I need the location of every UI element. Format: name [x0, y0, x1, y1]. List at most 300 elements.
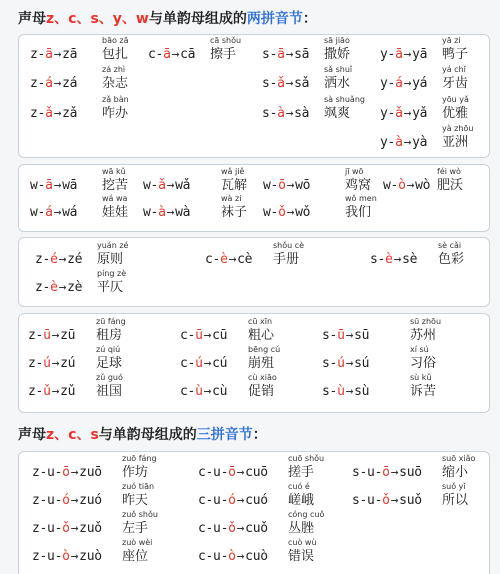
example-pinyin: wá wa — [102, 194, 128, 203]
result-syllable: wò — [415, 178, 431, 193]
example-word: 色彩 — [438, 252, 465, 267]
result-syllable: cù — [212, 384, 228, 399]
syllable-entry — [32, 510, 162, 536]
syllable-entry — [352, 482, 482, 508]
example-pinyin: yuán zé — [97, 241, 129, 250]
initial-part: z- — [28, 384, 44, 399]
toned-vowel: á — [395, 76, 403, 91]
example-word: 挖苦 — [102, 178, 129, 193]
heading-middle: 与单韵母组成的 — [148, 11, 247, 27]
example-word: 左手 — [122, 521, 149, 536]
result-syllable: zá — [62, 76, 78, 91]
result-syllable: yǎ — [412, 106, 428, 121]
spelling-formula — [380, 76, 427, 91]
toned-vowel: ā — [277, 47, 285, 62]
spelling-formula — [180, 384, 227, 399]
initial-part: w- — [30, 178, 46, 193]
arrow-right-icon: → — [51, 328, 60, 343]
result-syllable: zā — [62, 47, 78, 62]
syllable-entry — [180, 373, 288, 399]
syllable-entry — [383, 167, 477, 193]
example-pinyin: wǎ jiě — [221, 167, 245, 176]
toned-vowel: á — [45, 76, 53, 91]
toned-vowel: ǔ — [43, 384, 51, 399]
result-syllable: cuō — [245, 465, 268, 480]
example-pinyin: wǒ men — [345, 194, 377, 203]
example-pinyin: cuó é — [288, 482, 310, 491]
syllable-entry — [180, 317, 288, 343]
example-pinyin: sà shuǎng — [324, 95, 365, 104]
toned-vowel: é — [50, 252, 58, 267]
initial-part: y- — [380, 106, 396, 121]
initial-part: w- — [143, 178, 159, 193]
initial-part: c-u- — [198, 521, 229, 536]
arrow-right-icon: → — [203, 356, 212, 371]
syllable-entry — [30, 36, 142, 62]
syllable-entry — [263, 167, 385, 193]
arrow-right-icon: → — [236, 549, 245, 564]
arrow-right-icon: → — [236, 521, 245, 536]
result-syllable: zǔ — [60, 384, 76, 399]
spelling-formula — [322, 328, 369, 343]
example-word: 作坊 — [122, 465, 149, 480]
toned-vowel: á — [45, 205, 53, 220]
example-word: 撒娇 — [324, 47, 351, 62]
spelling-formula — [30, 47, 77, 62]
spelling-formula — [30, 205, 77, 220]
initial-part: c- — [205, 252, 221, 267]
initial-part: s-u- — [352, 465, 383, 480]
toned-vowel: ǎ — [277, 76, 285, 91]
example-pinyin: yá chǐ — [442, 65, 466, 74]
initial-part: z-u- — [32, 549, 63, 564]
example-pinyin: wà zi — [221, 194, 242, 203]
toned-vowel: ǎ — [45, 106, 53, 121]
example-word: 所以 — [442, 493, 469, 508]
syllable-entry — [370, 241, 478, 267]
initial-part: w- — [30, 205, 46, 220]
arrow-right-icon: → — [286, 205, 295, 220]
example-word: 丛脞 — [288, 521, 315, 536]
initial-part: s- — [370, 252, 386, 267]
syllable-entry — [28, 373, 136, 399]
arrow-right-icon: → — [51, 384, 60, 399]
initial-part: z- — [35, 280, 51, 295]
initial-part: c- — [148, 47, 164, 62]
result-syllable: wà — [175, 205, 191, 220]
heading-emphasis: 三拼音节 — [196, 427, 253, 443]
arrow-right-icon: → — [53, 205, 62, 220]
example-pinyin: zuò wèi — [122, 538, 153, 547]
spelling-formula — [380, 106, 427, 121]
spelling-formula — [148, 47, 195, 62]
example-word: 牙齿 — [442, 76, 469, 91]
initial-part: s- — [262, 47, 278, 62]
spelling-formula — [322, 356, 369, 371]
example-pinyin: zuǒ shǒu — [122, 510, 158, 519]
arrow-right-icon: → — [203, 328, 212, 343]
example-word: 促销 — [248, 384, 275, 399]
example-word: 杂志 — [102, 76, 129, 91]
heading-two-spell — [18, 8, 317, 28]
toned-vowel: ó — [62, 493, 70, 508]
syllable-entry — [35, 241, 137, 267]
arrow-right-icon: → — [286, 178, 295, 193]
initial-part: c-u- — [198, 549, 229, 564]
initial-part: c- — [180, 384, 196, 399]
example-word: 习俗 — [410, 356, 437, 371]
heading-suffix: ： — [252, 427, 267, 443]
result-syllable: sù — [354, 384, 370, 399]
example-pinyin: shǒu cè — [273, 241, 305, 250]
initial-part: s-u- — [352, 493, 383, 508]
result-syllable: cú — [212, 356, 228, 371]
example-word: 粗心 — [248, 328, 275, 343]
spelling-formula — [32, 465, 102, 480]
initial-part: z- — [28, 328, 44, 343]
initial-part: w- — [263, 205, 279, 220]
arrow-right-icon: → — [53, 47, 62, 62]
arrow-right-icon: → — [171, 47, 180, 62]
toned-vowel: ǒ — [62, 521, 70, 536]
initial-part: c- — [180, 328, 196, 343]
heading-prefix: 声母 — [18, 427, 46, 443]
example-pinyin: suǒ yǐ — [442, 482, 466, 491]
example-pinyin: yà zhōu — [442, 124, 474, 133]
heading-suffix: ： — [302, 11, 317, 27]
syllable-entry — [32, 538, 162, 564]
spelling-formula — [180, 328, 227, 343]
spelling-formula — [262, 76, 309, 91]
toned-vowel: ú — [43, 356, 51, 371]
heading-initials: z、c、s — [46, 427, 99, 443]
initial-part: z- — [30, 47, 46, 62]
initial-part: s- — [322, 356, 338, 371]
arrow-right-icon: → — [166, 205, 175, 220]
spelling-formula — [352, 493, 422, 508]
example-pinyin: píng zè — [97, 269, 127, 278]
result-syllable: cā — [180, 47, 196, 62]
example-pinyin: zuō fáng — [122, 454, 157, 463]
initial-part: y- — [380, 76, 396, 91]
example-pinyin: bēng cú — [248, 345, 281, 354]
arrow-right-icon: → — [285, 106, 294, 121]
example-word: 我们 — [345, 205, 372, 220]
arrow-right-icon: → — [53, 106, 62, 121]
initial-part: w- — [263, 178, 279, 193]
syllable-entry — [143, 194, 261, 220]
heading-middle: 与单韵母组成的 — [98, 427, 197, 443]
heading-initials: z、c、s、y、w — [46, 11, 149, 27]
toned-vowel: ō — [228, 465, 236, 480]
example-pinyin: cuō shǒu — [288, 454, 325, 463]
spelling-formula — [32, 549, 102, 564]
example-pinyin: suō xiǎo — [442, 454, 476, 463]
example-word: 亚洲 — [442, 135, 469, 150]
result-syllable: sǎ — [294, 76, 310, 91]
initial-part: y- — [380, 47, 396, 62]
toned-vowel: ō — [62, 465, 70, 480]
result-syllable: wā — [62, 178, 78, 193]
arrow-right-icon: → — [403, 106, 412, 121]
heading-three-spell — [18, 424, 267, 444]
syllable-entry — [263, 194, 385, 220]
example-word: 崩殂 — [248, 356, 275, 371]
syllable-entry — [352, 454, 482, 480]
example-pinyin: xí sú — [410, 345, 429, 354]
example-word: 擦手 — [210, 47, 237, 62]
result-syllable: zú — [60, 356, 76, 371]
initial-part: y- — [380, 135, 396, 150]
spelling-formula — [262, 106, 309, 121]
result-syllable: suǒ — [399, 493, 422, 508]
example-word: 鸭子 — [442, 47, 469, 62]
example-pinyin: wā kǔ — [102, 167, 126, 176]
result-syllable: sū — [354, 328, 370, 343]
spelling-formula — [263, 205, 310, 220]
arrow-right-icon: → — [236, 493, 245, 508]
example-word: 嵯峨 — [288, 493, 315, 508]
result-syllable: cè — [237, 252, 253, 267]
example-pinyin: zuó tiān — [122, 482, 155, 491]
toned-vowel: ā — [395, 47, 403, 62]
syllable-entry — [198, 454, 328, 480]
toned-vowel: ǎ — [395, 106, 403, 121]
result-syllable: zuó — [79, 493, 102, 508]
toned-vowel: ò — [228, 549, 236, 564]
example-pinyin: zá zhì — [102, 65, 126, 74]
spelling-formula — [143, 205, 190, 220]
arrow-right-icon: → — [403, 135, 412, 150]
arrow-right-icon: → — [70, 493, 79, 508]
initial-part: c- — [180, 356, 196, 371]
example-pinyin: féi wò — [437, 167, 461, 176]
result-syllable: wǎ — [175, 178, 191, 193]
spelling-formula — [30, 178, 77, 193]
example-pinyin: sǎ shuǐ — [324, 65, 353, 74]
example-word: 诉苦 — [410, 384, 437, 399]
syllable-entry — [28, 345, 136, 371]
syllable-entry — [322, 373, 450, 399]
result-syllable: sú — [354, 356, 370, 371]
arrow-right-icon: → — [53, 76, 62, 91]
toned-vowel: à — [277, 106, 285, 121]
syllable-entry — [180, 345, 288, 371]
arrow-right-icon: → — [236, 465, 245, 480]
toned-vowel: ǒ — [228, 521, 236, 536]
syllable-entry — [30, 95, 142, 121]
example-pinyin: zǎ bàn — [102, 95, 129, 104]
syllable-entry — [205, 241, 313, 267]
toned-vowel: ō — [278, 178, 286, 193]
result-syllable: wá — [62, 205, 78, 220]
example-pinyin: sū zhōu — [410, 317, 442, 326]
initial-part: s- — [262, 76, 278, 91]
arrow-right-icon: → — [203, 384, 212, 399]
toned-vowel: à — [158, 205, 166, 220]
arrow-right-icon: → — [345, 356, 354, 371]
syllable-entry — [148, 36, 250, 62]
example-word: 错误 — [288, 549, 315, 564]
initial-part: z- — [30, 76, 46, 91]
toned-vowel: ā — [45, 47, 53, 62]
example-pinyin: sè cǎi — [438, 241, 462, 250]
spelling-formula — [198, 465, 268, 480]
arrow-right-icon: → — [403, 47, 412, 62]
example-word: 祖国 — [96, 384, 123, 399]
spelling-formula — [32, 493, 102, 508]
result-syllable: cuó — [245, 493, 268, 508]
syllable-entry — [32, 454, 162, 480]
toned-vowel: è — [385, 252, 393, 267]
example-pinyin: sù kǔ — [410, 373, 432, 382]
example-word: 缩小 — [442, 465, 469, 480]
example-word: 手册 — [273, 252, 300, 267]
toned-vowel: ò — [398, 178, 406, 193]
result-syllable: cū — [212, 328, 228, 343]
example-word: 苏州 — [410, 328, 437, 343]
syllable-entry — [380, 36, 482, 62]
toned-vowel: ū — [195, 328, 203, 343]
spelling-formula — [263, 178, 310, 193]
example-pinyin: zú qiú — [96, 345, 121, 354]
result-syllable: zè — [67, 280, 83, 295]
spelling-formula — [370, 252, 417, 267]
arrow-right-icon: → — [390, 465, 399, 480]
syllable-entry — [322, 317, 450, 343]
spelling-formula — [28, 384, 75, 399]
syllable-entry — [380, 95, 482, 121]
spelling-formula — [380, 47, 427, 62]
initial-part: z- — [30, 106, 46, 121]
spelling-formula — [30, 76, 77, 91]
result-syllable: zuǒ — [79, 521, 102, 536]
syllable-entry — [143, 167, 261, 193]
example-word: 搓手 — [288, 465, 315, 480]
arrow-right-icon: → — [70, 521, 79, 536]
example-word: 瓦解 — [221, 178, 248, 193]
syllable-entry — [30, 194, 142, 220]
arrow-right-icon: → — [70, 465, 79, 480]
arrow-right-icon: → — [393, 252, 402, 267]
syllable-entry — [262, 95, 364, 121]
result-syllable: sà — [294, 106, 310, 121]
example-word: 肥沃 — [437, 178, 464, 193]
example-pinyin: bāo zā — [102, 36, 129, 45]
toned-vowel: ā — [163, 47, 171, 62]
syllable-entry — [32, 482, 162, 508]
toned-vowel: ù — [337, 384, 345, 399]
example-word: 优雅 — [442, 106, 469, 121]
arrow-right-icon: → — [228, 252, 237, 267]
result-syllable: sè — [402, 252, 418, 267]
arrow-right-icon: → — [58, 252, 67, 267]
result-syllable: cuǒ — [245, 521, 268, 536]
arrow-right-icon: → — [166, 178, 175, 193]
spelling-formula — [143, 178, 190, 193]
arrow-right-icon: → — [285, 47, 294, 62]
toned-vowel: ó — [228, 493, 236, 508]
toned-vowel: ū — [43, 328, 51, 343]
example-pinyin: cóng cuǒ — [288, 510, 325, 519]
arrow-right-icon: → — [58, 280, 67, 295]
spelling-formula — [198, 521, 268, 536]
syllable-entry — [262, 36, 364, 62]
syllable-entry — [198, 510, 328, 536]
arrow-right-icon: → — [345, 328, 354, 343]
result-syllable: suō — [399, 465, 422, 480]
example-word: 租房 — [96, 328, 123, 343]
example-word: 座位 — [122, 549, 149, 564]
spelling-formula — [322, 384, 369, 399]
syllable-entry — [198, 538, 328, 564]
initial-part: c-u- — [198, 493, 229, 508]
example-pinyin: cuò wù — [288, 538, 317, 547]
toned-vowel: ò — [62, 549, 70, 564]
example-word: 平仄 — [97, 280, 124, 295]
arrow-right-icon: → — [70, 549, 79, 564]
example-word: 娃娃 — [102, 205, 129, 220]
result-syllable: cuò — [245, 549, 268, 564]
initial-part: z- — [35, 252, 51, 267]
spelling-formula — [28, 356, 75, 371]
arrow-right-icon: → — [345, 384, 354, 399]
example-word: 足球 — [96, 356, 123, 371]
toned-vowel: ǒ — [278, 205, 286, 220]
result-syllable: zū — [60, 328, 76, 343]
syllable-entry — [35, 269, 137, 295]
syllable-entry — [262, 65, 364, 91]
example-word: 原则 — [97, 252, 124, 267]
toned-vowel: è — [50, 280, 58, 295]
heading-prefix: 声母 — [18, 11, 46, 27]
example-word: 咋办 — [102, 106, 129, 121]
example-word: 飒爽 — [324, 106, 351, 121]
spelling-formula — [205, 252, 252, 267]
initial-part: w- — [383, 178, 399, 193]
syllable-entry — [322, 345, 450, 371]
example-pinyin: jī wō — [345, 167, 364, 176]
syllable-entry — [28, 317, 136, 343]
arrow-right-icon: → — [53, 178, 62, 193]
spelling-formula — [180, 356, 227, 371]
result-syllable: zé — [67, 252, 83, 267]
result-syllable: yá — [412, 76, 428, 91]
arrow-right-icon: → — [51, 356, 60, 371]
spelling-formula — [30, 106, 77, 121]
initial-part: s- — [322, 384, 338, 399]
result-syllable: zuō — [79, 465, 102, 480]
result-syllable: zǎ — [62, 106, 78, 121]
initial-part: s- — [322, 328, 338, 343]
example-pinyin: cā shǒu — [210, 36, 242, 45]
example-word: 昨天 — [122, 493, 149, 508]
example-pinyin: sā jiāo — [324, 36, 350, 45]
toned-vowel: ǒ — [382, 493, 390, 508]
initial-part: z- — [28, 356, 44, 371]
example-word: 包扎 — [102, 47, 129, 62]
result-syllable: wō — [295, 178, 311, 193]
spelling-formula — [383, 178, 430, 193]
spelling-formula — [352, 465, 422, 480]
initial-part: z-u- — [32, 465, 63, 480]
initial-part: w- — [143, 205, 159, 220]
example-pinyin: cū xīn — [248, 317, 273, 326]
result-syllable: zuò — [79, 549, 102, 564]
syllable-entry — [380, 65, 482, 91]
initial-part: z-u- — [32, 521, 63, 536]
arrow-right-icon: → — [406, 178, 415, 193]
